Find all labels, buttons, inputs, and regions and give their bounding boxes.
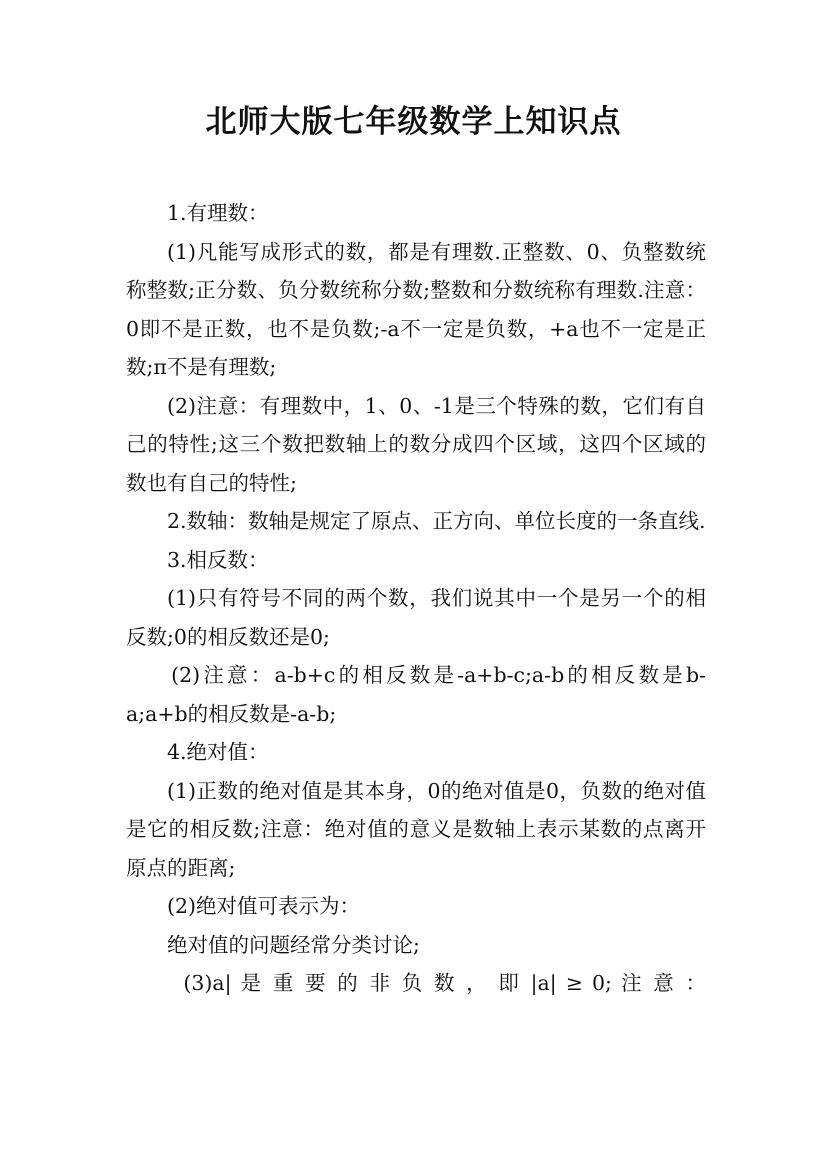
paragraph-absolute-expression: (2)绝对值可表示为： <box>167 894 361 918</box>
document-title: 北师大版七年级数学上知识点 <box>205 104 622 140</box>
paragraph-rational-note: (2)注意：有理数中，1、0、-1是三个特殊的数，它们有自己的特性;这三个数把数轴上的数分成四个区域，这四个区域的数也有自己的特性; <box>126 393 706 495</box>
paragraph-absolute-discussion: 绝对值的问题经常分类讨论; <box>167 932 420 957</box>
paragraph-opposite-note: (2)注意：a-b+c的相反数是-a+b-c;a-b的相反数是b-a;a+b的相反数是-a-b; <box>126 663 706 726</box>
document-body <box>126 194 706 1003</box>
section-heading-absolute-value: 4.绝对值： <box>167 740 269 764</box>
section-heading-opposite-numbers: 3.相反数： <box>167 547 269 572</box>
section-heading-rational-numbers: 1.有理数： <box>167 201 269 225</box>
paragraph-absolute-nonnegative: (3)a| 是 重 要 的 非 负 数 ， 即 |a| ≥ 0; 注 意 ： <box>183 971 706 995</box>
paragraph-absolute-definition: (1)正数的绝对值是其本身，0的绝对值是0，负数的绝对值是它的相反数;注意：绝对值的意义是数轴上表示某数的点离开原点的距离; <box>126 778 706 880</box>
paragraph-opposite-definition: (1)只有符号不同的两个数，我们说其中一个是另一个的相反数;0的相反数还是0; <box>126 586 706 649</box>
paragraph-rational-definition: (1)凡能写成形式的数，都是有理数.正整数、0、负整数统称整数;正分数、负分数统称分数;整数和分数统称有理数.注意：0即不是正数，也不是负数;-a不一定是负数，+a也不一定是正数;π不是有理数; <box>126 239 706 379</box>
paragraph-number-line: 2.数轴：数轴是规定了原点、正方向、单位长度的一条直线. <box>167 509 706 533</box>
